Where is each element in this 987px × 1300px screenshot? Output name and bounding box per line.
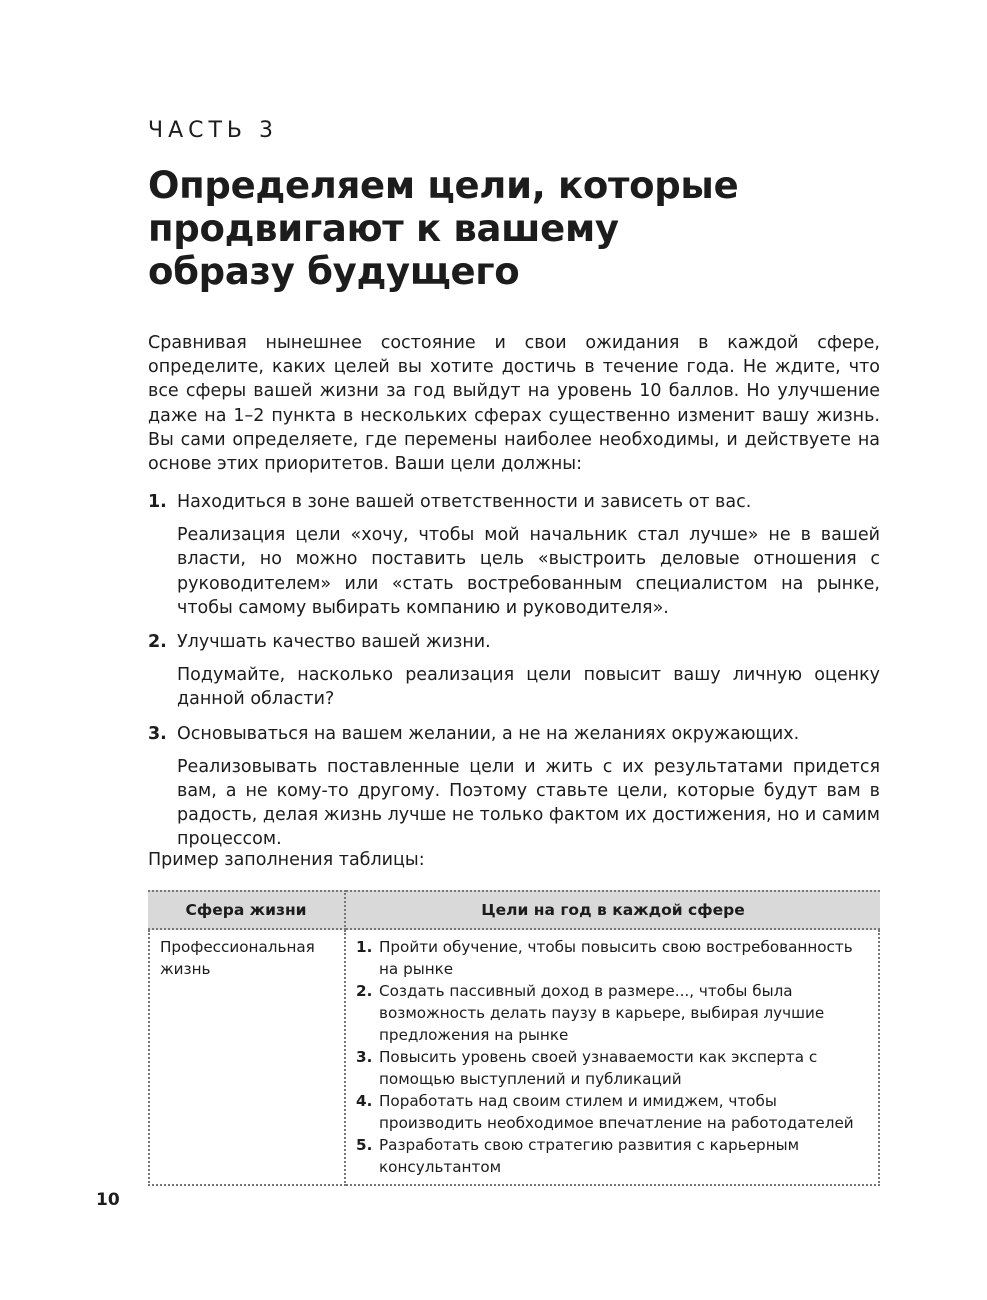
requirement-number: 2. <box>148 632 167 653</box>
goal-text: Разработать свою стратегию развития с карьерным консультантом <box>379 1136 800 1176</box>
goals-table <box>148 890 880 1186</box>
goal-number: 4. <box>356 1092 373 1110</box>
requirement-item <box>148 630 880 712</box>
requirement-description: Реализовывать поставленные цели и жить с их результатами придется вам, а не кому-то другому. Поэтому ставьте цели, которые будут вам в радость, делая жизнь лучше не только фактом их достижения, но и самим процессом. <box>177 756 880 850</box>
requirement-number: 3. <box>148 723 167 744</box>
requirement-item <box>148 722 880 852</box>
goal-requirements-list <box>148 490 880 852</box>
example-label: Пример заполнения таблицы: <box>148 850 425 870</box>
requirement-description: Подумайте, насколько реализация цели повысит вашу личную оценку данной области? <box>177 665 880 710</box>
goal-number: 1. <box>356 938 373 956</box>
goal-text: Повысить уровень своей узнаваемости как эксперта с помощью выступлений и публикаций <box>379 1048 818 1088</box>
table-header-row <box>148 890 880 930</box>
chapter-title-line: образу будущего <box>148 250 520 293</box>
part-label: ЧАСТЬ 3 <box>148 118 279 143</box>
chapter-title-line: продвигают к вашему <box>148 207 619 250</box>
goal-number: 2. <box>356 982 373 1000</box>
goal-text: Пройти обучение, чтобы повысить свою востребованность на рынке <box>379 938 853 978</box>
goal-number: 3. <box>356 1048 373 1066</box>
list-item <box>356 1134 870 1178</box>
requirement-item <box>148 490 880 620</box>
table-header-sphere: Сфера жизни <box>148 890 346 930</box>
list-item <box>356 980 870 1046</box>
chapter-title <box>148 164 888 293</box>
requirement-heading: Основываться на вашем желании, а не на желаниях окружающих. <box>177 723 800 744</box>
requirement-description: Реализация цели «хочу, чтобы мой начальник стал лучше» не в вашей власти, но можно поставить цель «выстроить деловые отношения с руководителем» или «стать востребованным специалистом на рынке, чтобы самому выбирать компанию и руководителя». <box>177 525 880 618</box>
requirement-number: 1. <box>148 492 167 512</box>
chapter-title-line: Определяем цели, которые <box>148 164 739 207</box>
goal-text: Поработать над своим стилем и имиджем, чтобы производить необходимое впечатление на работодателей <box>379 1092 854 1132</box>
table-cell-sphere: Профессиональная жизнь <box>148 930 346 1186</box>
goal-number: 5. <box>356 1136 373 1154</box>
table-header-goals: Цели на год в каждой сфере <box>346 890 880 930</box>
requirement-heading: Улучшать качество вашей жизни. <box>177 632 491 653</box>
yearly-goals-list <box>356 936 870 1178</box>
list-item <box>356 936 870 980</box>
intro-paragraph: Сравнивая нынешнее состояние и свои ожидания в каждой сфере, определите, каких целей вы хотите достичь в течение года. Не ждите, что все сферы вашей жизни за год выйдут на уровень 10 баллов. Но улучшение даже на 1–2 пункта в нескольких сферах существенно изменит вашу жизнь. Вы сами определяете, где перемены наиболее необходимы, и действуете на основе этих приоритетов. Ваши цели должны: <box>148 333 880 475</box>
list-item <box>356 1090 870 1134</box>
table-row <box>148 930 880 1186</box>
page-number: 10 <box>96 1190 120 1210</box>
requirement-heading: Находиться в зоне вашей ответственности и зависеть от вас. <box>177 492 752 512</box>
list-item <box>356 1046 870 1090</box>
table-cell-goals <box>346 930 880 1186</box>
goal-text: Создать пассивный доход в размере..., чтобы была возможность делать паузу в карьере, выбирая лучшие предложения на рынке <box>379 982 825 1044</box>
